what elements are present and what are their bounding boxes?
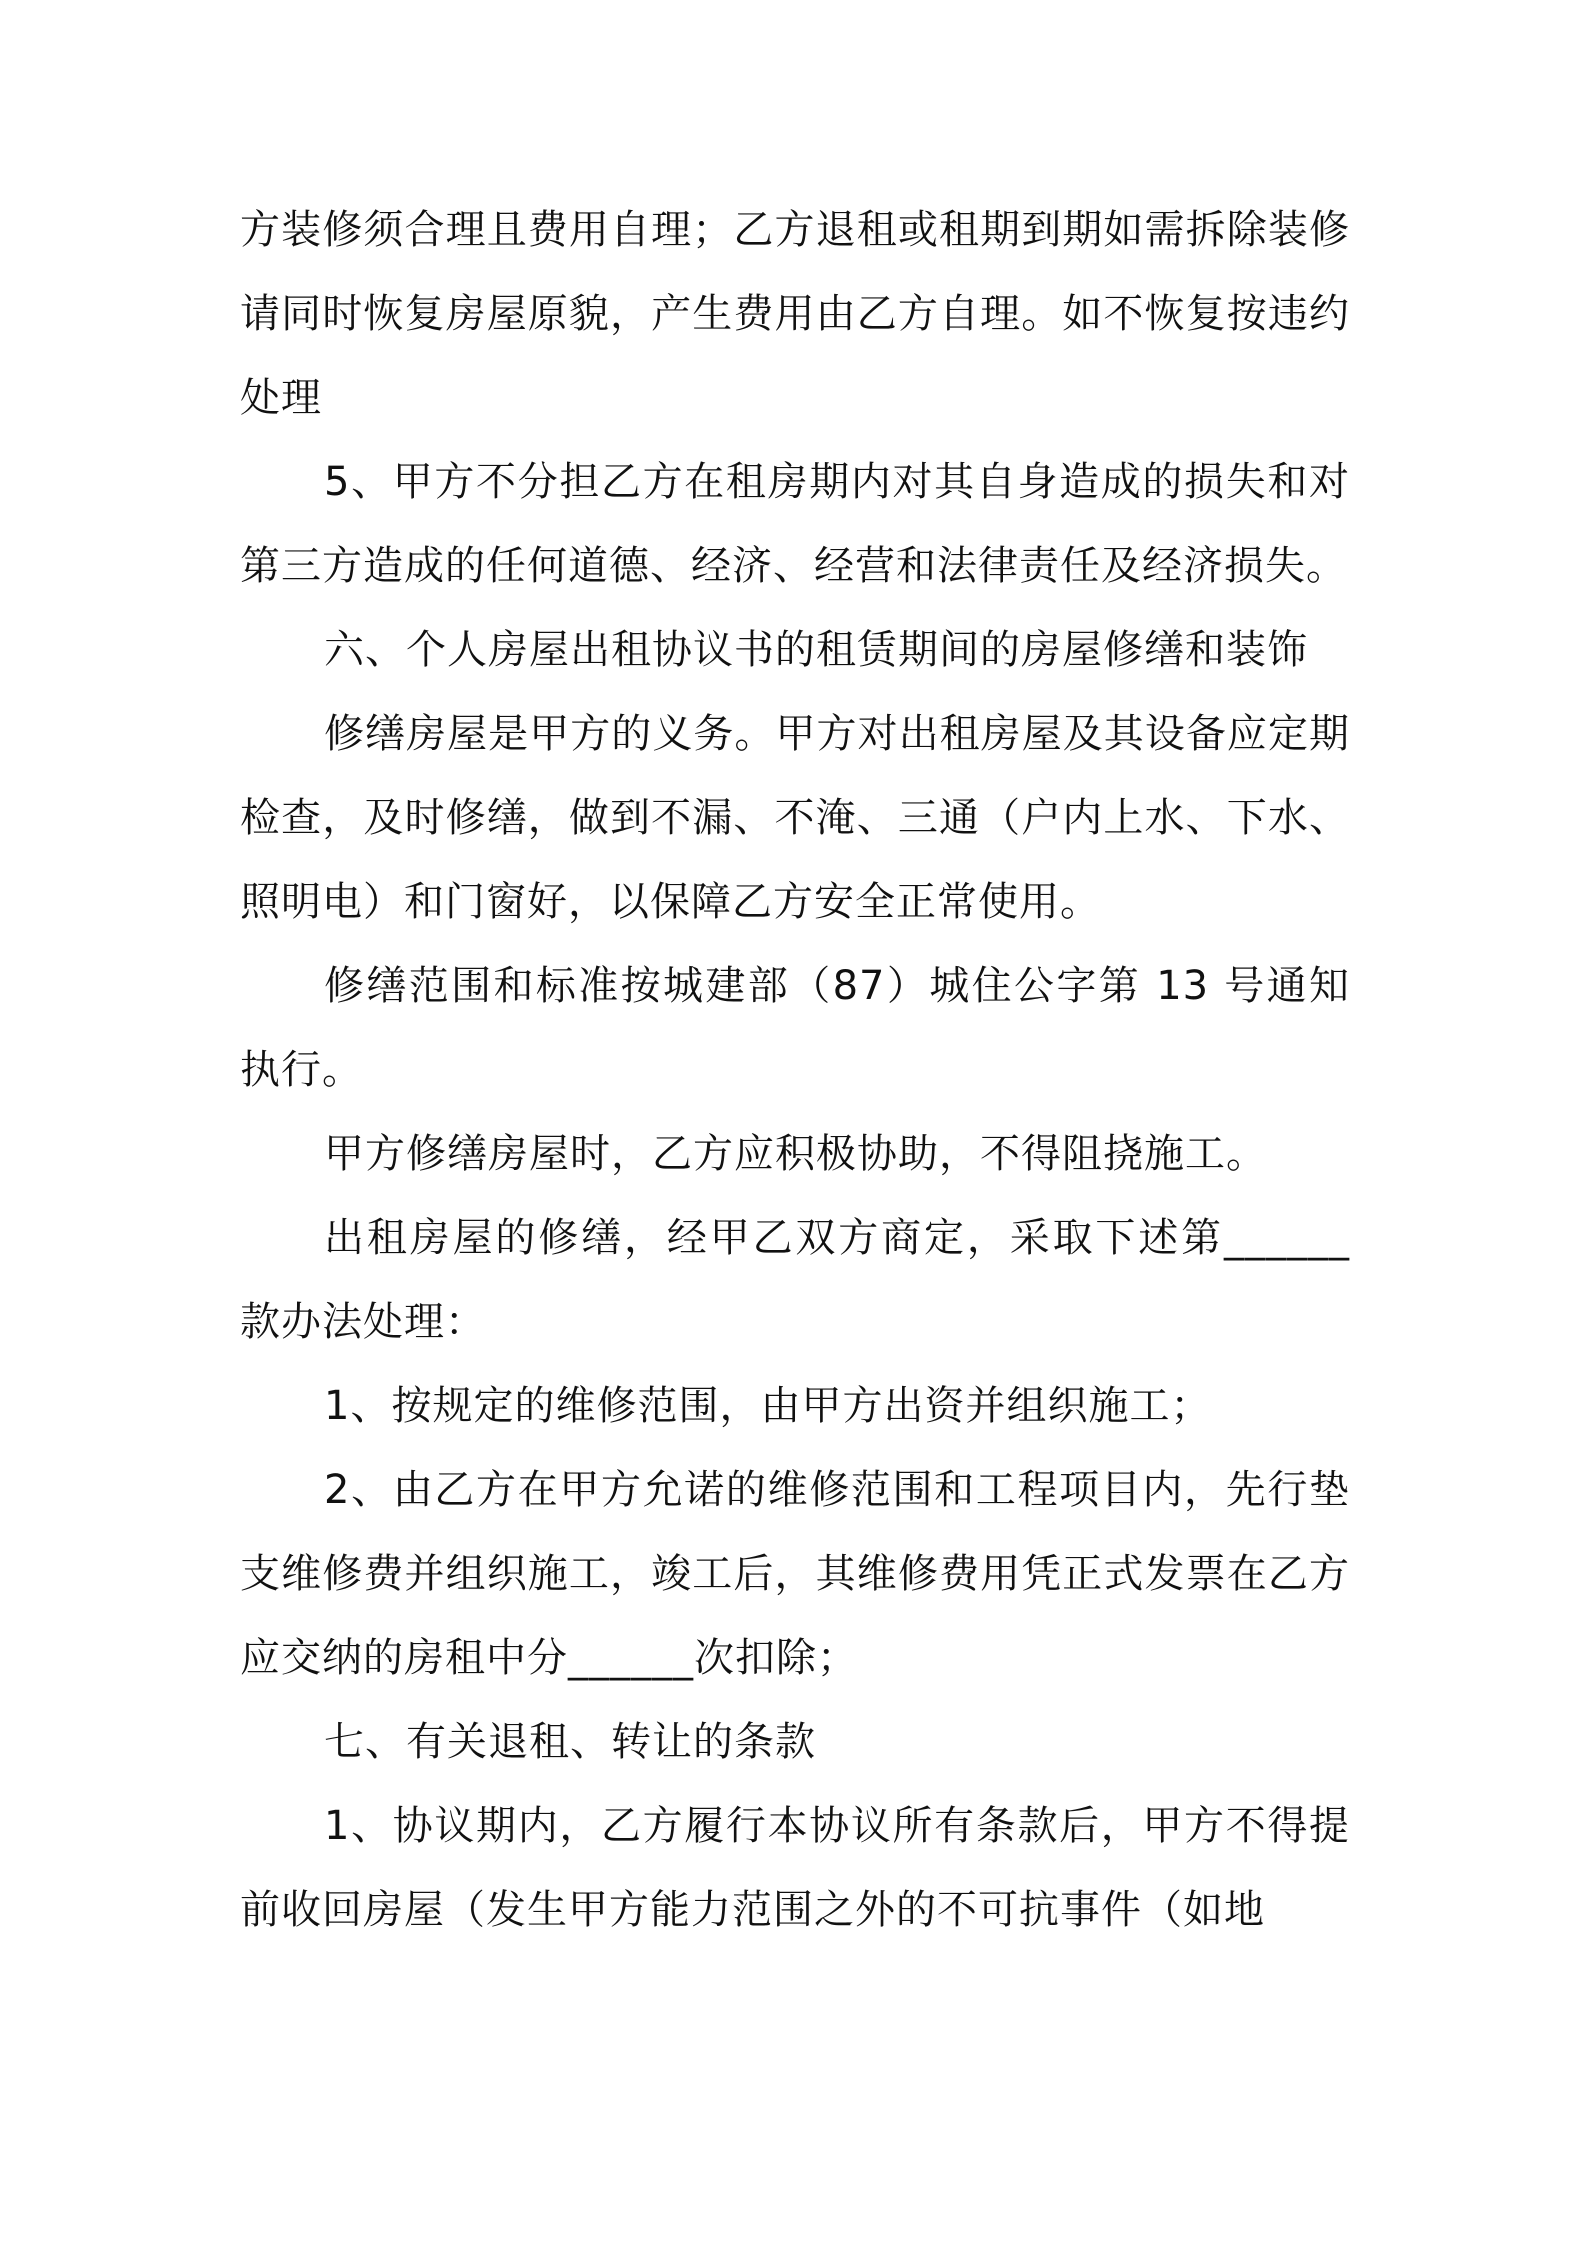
paragraph-clause-5: 5、甲方不分担乙方在租房期内对其自身造成的损失和对第三方造成的任何道德、经济、经营和法律责任及经济损失。 — [240, 459, 1350, 589]
paragraph-repair-standard: 修缮范围和标准按城建部（87）城住公字第 13 号通知执行。 — [240, 963, 1350, 1093]
paragraph-repair-cooperation: 甲方修缮房屋时，乙方应积极协助，不得阻挠施工。 — [324, 1131, 1267, 1177]
paragraph-method-1: 1、按规定的维修范围，由甲方出资并组织施工； — [324, 1383, 1212, 1429]
paragraph-repair-method: 出租房屋的修缮，经甲乙双方商定，采取下述第______款办法处理： — [240, 1215, 1350, 1345]
paragraph-method-2: 2、由乙方在甲方允诺的维修范围和工程项目内，先行垫支维修费并组织施工，竣工后，其维修费用凭正式发票在乙方应交纳的房租中分______次扣除； — [240, 1467, 1350, 1681]
paragraph-termination-1: 1、协议期内，乙方履行本协议所有条款后，甲方不得提前收回房屋（发生甲方能力范围之外的不可抗事件（如地 — [240, 1803, 1350, 1933]
section-heading-6: 六、个人房屋出租协议书的租赁期间的房屋修缮和装饰 — [324, 627, 1308, 673]
document-body — [240, 188, 1350, 1952]
paragraph-repair-duty: 修缮房屋是甲方的义务。甲方对出租房屋及其设备应定期检查，及时修缮，做到不漏、不淹、三通（户内上水、下水、照明电）和门窗好，以保障乙方安全正常使用。 — [240, 711, 1350, 925]
section-heading-7: 七、有关退租、转让的条款 — [324, 1719, 816, 1765]
paragraph-decoration-clause: 方装修须合理且费用自理；乙方退租或租期到期如需拆除装修请同时恢复房屋原貌，产生费用由乙方自理。如不恢复按违约处理 — [240, 207, 1350, 421]
